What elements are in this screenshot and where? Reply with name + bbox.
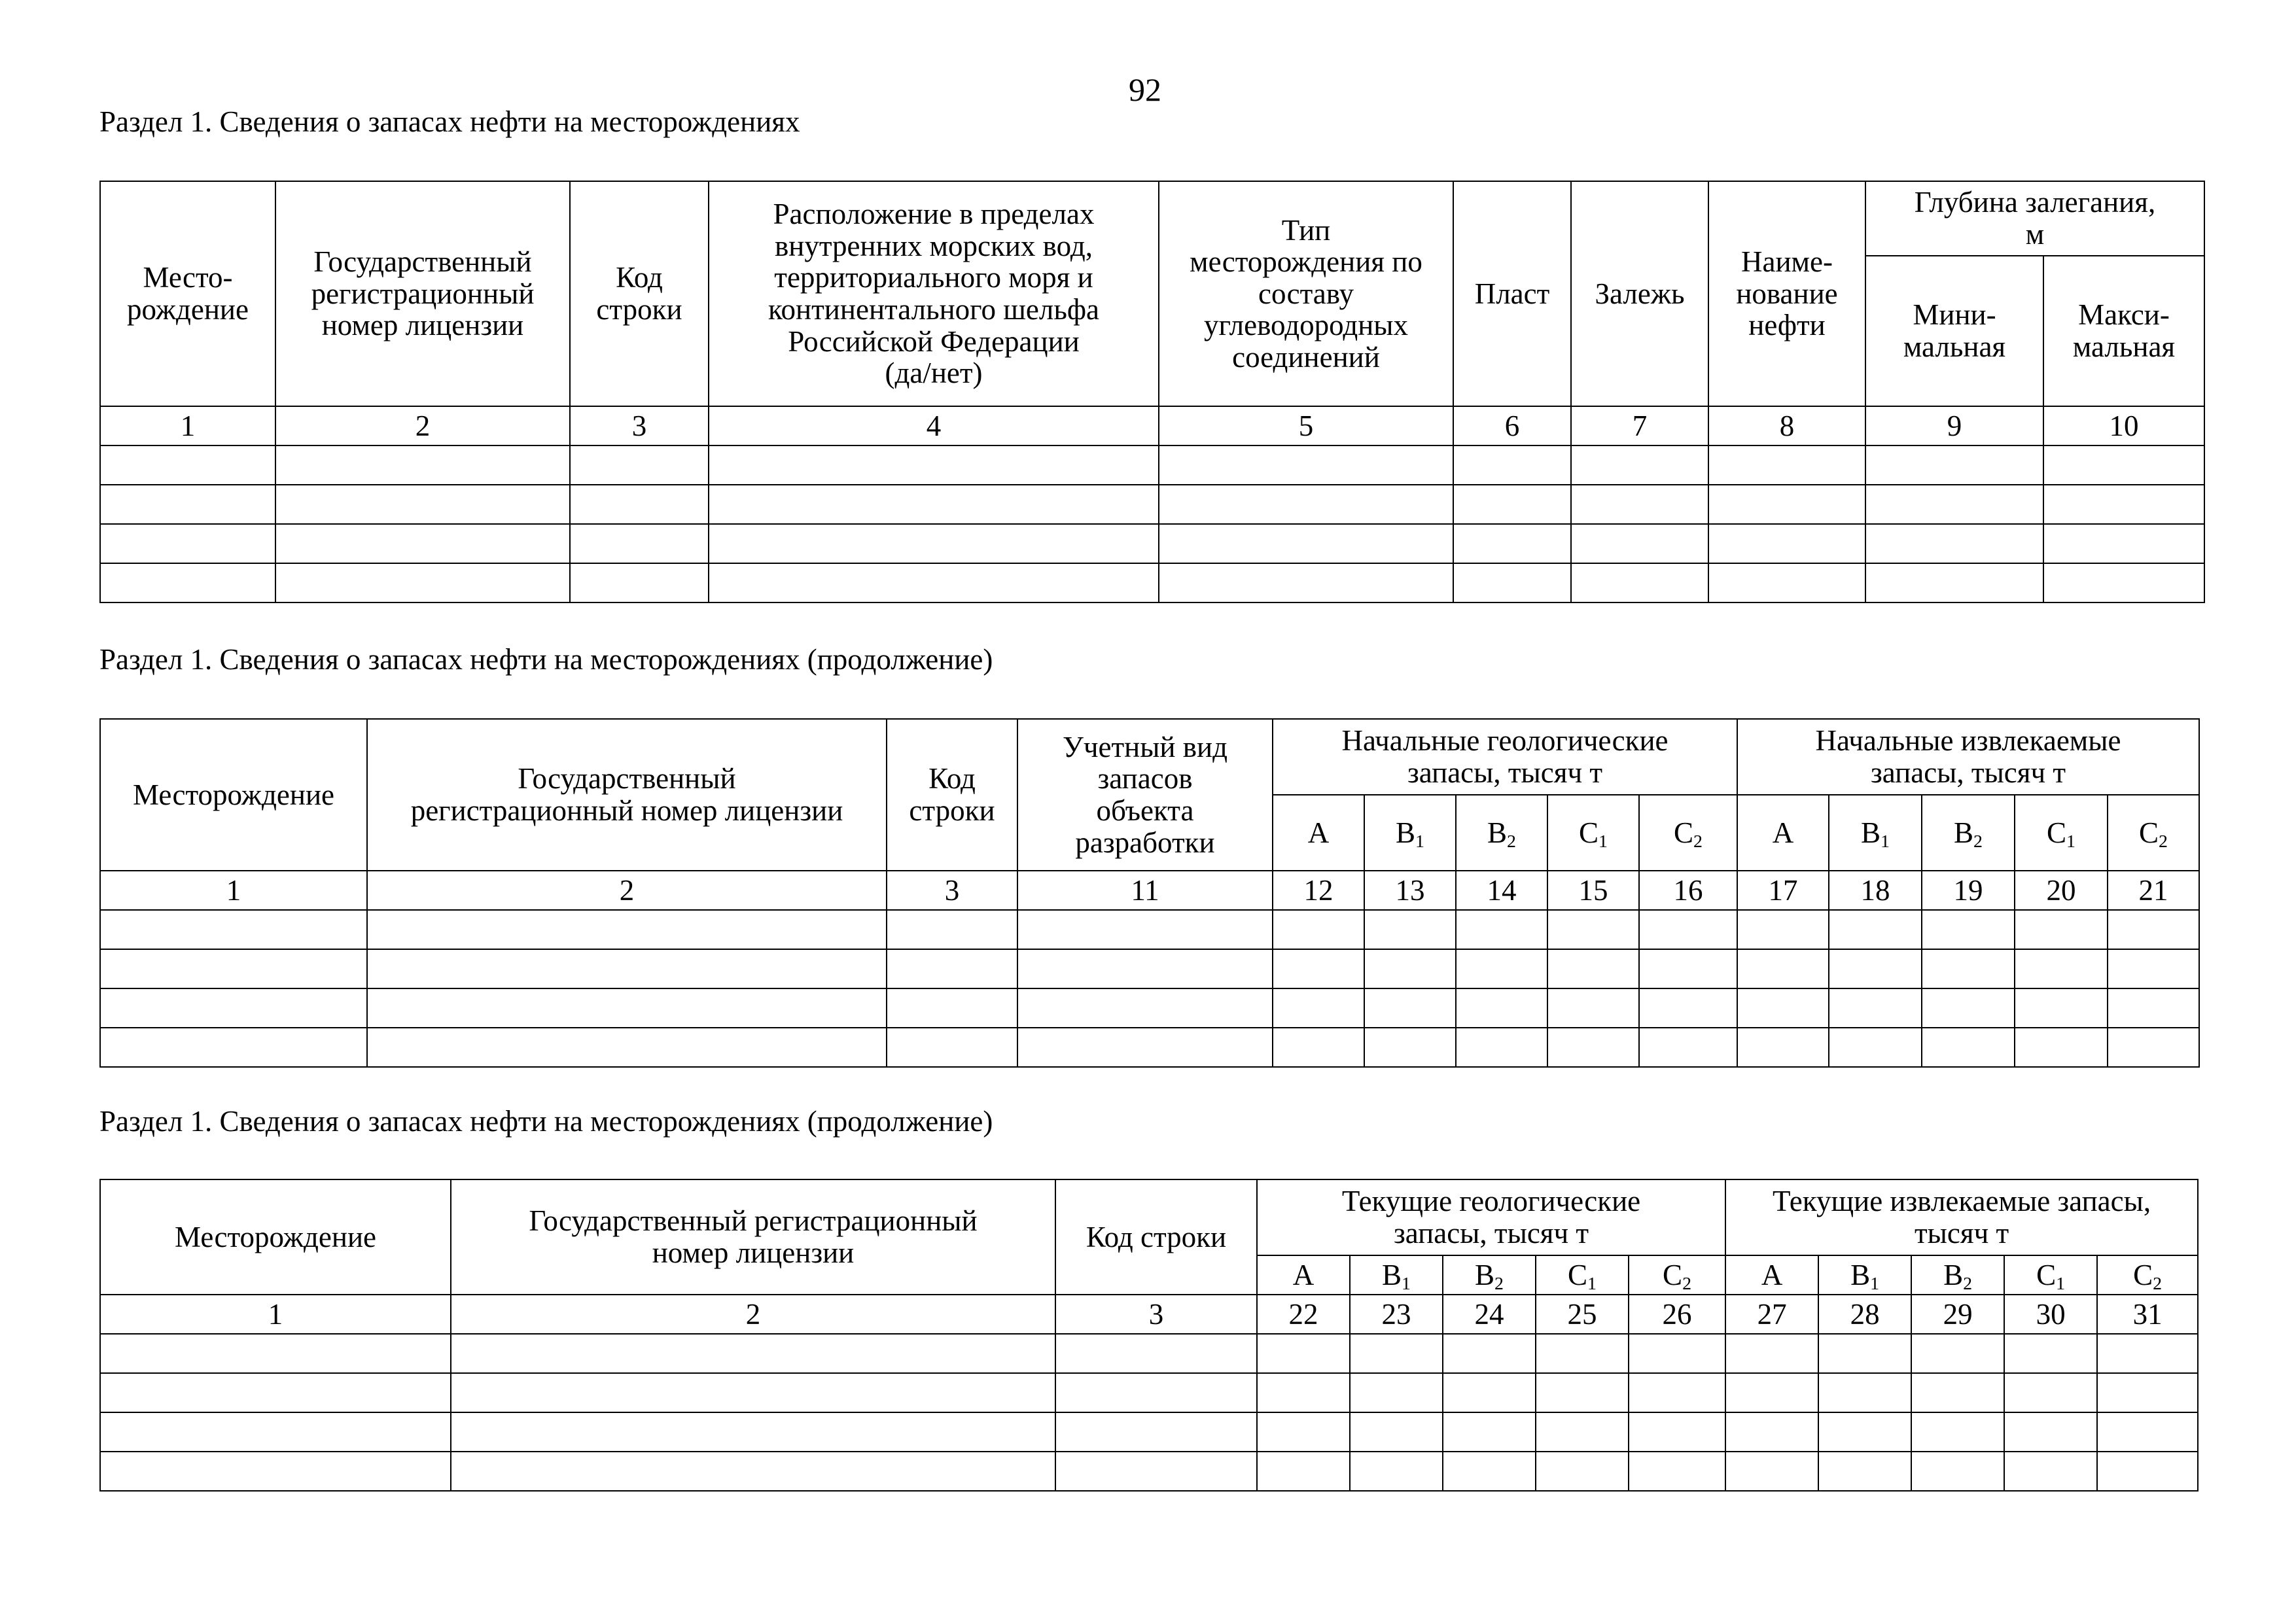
column-number: 4: [709, 406, 1159, 445]
column-number: 2: [451, 1295, 1055, 1334]
column-number: 31: [2097, 1295, 2198, 1334]
column-number: 1: [100, 871, 367, 910]
category-b1: [1818, 1255, 1911, 1295]
header-current-geological-reserves: Текущие геологические запасы, тысяч т: [1257, 1179, 1725, 1255]
empty-cell[interactable]: [1350, 1452, 1443, 1491]
category-index: 2: [2159, 831, 2168, 852]
header-depth-max: Макси- мальная: [2043, 256, 2204, 406]
column-number: 3: [887, 871, 1017, 910]
empty-cell[interactable]: [1708, 485, 1865, 524]
category-b1: [1829, 795, 1922, 871]
empty-cell[interactable]: [1708, 563, 1865, 602]
empty-cell[interactable]: [1708, 445, 1865, 485]
header-initial-geological-reserves: Начальные геологические запасы, тысяч т: [1273, 719, 1737, 795]
empty-cell[interactable]: [1725, 1412, 1818, 1452]
empty-cell[interactable]: [1055, 1373, 1257, 1412]
empty-cell[interactable]: [1829, 988, 1922, 1028]
column-number: 13: [1364, 871, 1456, 910]
empty-cell[interactable]: [1364, 949, 1456, 988]
header-license: Государственный регистрационный номер лицензии: [367, 719, 887, 871]
empty-cell[interactable]: [1865, 485, 2043, 524]
empty-cell[interactable]: [1364, 910, 1456, 949]
empty-cell[interactable]: [887, 1028, 1017, 1067]
section-3-title: Раздел 1. Сведения о запасах нефти на месторождениях (продолжение): [99, 1105, 993, 1138]
section-1-title: Раздел 1. Сведения о запасах нефти на месторождениях: [99, 105, 800, 138]
category-letter: B: [1861, 816, 1881, 849]
empty-cell[interactable]: [2015, 988, 2108, 1028]
empty-cell[interactable]: [2015, 910, 2108, 949]
empty-cell[interactable]: [275, 445, 570, 485]
category-b2: [1456, 795, 1547, 871]
column-number: 11: [1017, 871, 1273, 910]
empty-cell[interactable]: [1629, 1373, 1725, 1412]
empty-cell[interactable]: [2015, 949, 2108, 988]
empty-cell[interactable]: [887, 910, 1017, 949]
empty-cell[interactable]: [100, 445, 275, 485]
empty-cell[interactable]: [2043, 524, 2204, 563]
empty-cell[interactable]: [1443, 1452, 1536, 1491]
empty-cell[interactable]: [1725, 1334, 1818, 1373]
category-c1: [1536, 1255, 1629, 1295]
empty-cell[interactable]: [1159, 485, 1453, 524]
category-c1: [2004, 1255, 2097, 1295]
column-number: 9: [1865, 406, 2043, 445]
column-number: 24: [1443, 1295, 1536, 1334]
empty-cell[interactable]: [2043, 563, 2204, 602]
header-layer: Пласт: [1453, 181, 1571, 406]
category-letter: C: [2036, 1258, 2057, 1291]
category-c2: [2097, 1255, 2198, 1295]
empty-cell[interactable]: [2108, 910, 2199, 949]
header-row-code: Код строки: [570, 181, 709, 406]
column-number: 20: [2015, 871, 2108, 910]
category-index: 1: [1598, 831, 1608, 852]
header-account-type: Учетный вид запасов объекта разработки: [1017, 719, 1273, 871]
empty-cell[interactable]: [1159, 445, 1453, 485]
category-letter: B: [1382, 1258, 1402, 1291]
category-b2: [1443, 1255, 1536, 1295]
empty-cell[interactable]: [1737, 988, 1829, 1028]
column-number-row: [100, 1295, 2198, 1334]
column-number: 30: [2004, 1295, 2097, 1334]
empty-cell[interactable]: [1273, 949, 1364, 988]
empty-cell[interactable]: [887, 949, 1017, 988]
category-b2: [1911, 1255, 2004, 1295]
column-number: 3: [1055, 1295, 1257, 1334]
column-number: 2: [367, 871, 887, 910]
empty-cell[interactable]: [1257, 1452, 1350, 1491]
section-2-title: Раздел 1. Сведения о запасах нефти на месторождениях (продолжение): [99, 643, 993, 676]
header-oil-name: Наиме- нование нефти: [1708, 181, 1865, 406]
empty-cell[interactable]: [2004, 1452, 2097, 1491]
empty-cell[interactable]: [1536, 1412, 1629, 1452]
empty-row: [100, 524, 2204, 563]
empty-row: [100, 988, 2199, 1028]
empty-cell[interactable]: [100, 1373, 451, 1412]
category-letter: C: [2133, 1258, 2153, 1291]
category-letter: B: [1475, 1258, 1495, 1291]
category-index: 1: [2066, 831, 2075, 852]
column-number: 3: [570, 406, 709, 445]
empty-cell[interactable]: [2004, 1412, 2097, 1452]
category-index: 2: [1494, 1273, 1504, 1294]
empty-cell[interactable]: [570, 524, 709, 563]
empty-cell[interactable]: [1911, 1412, 2004, 1452]
empty-cell[interactable]: [451, 1452, 1055, 1491]
empty-cell[interactable]: [887, 988, 1017, 1028]
empty-cell[interactable]: [100, 910, 367, 949]
empty-cell[interactable]: [1911, 1334, 2004, 1373]
header-depth-min: Мини- мальная: [1865, 256, 2043, 406]
category-letter: B: [1396, 816, 1416, 849]
empty-cell[interactable]: [100, 1334, 451, 1373]
empty-cell[interactable]: [1629, 1452, 1725, 1491]
category-letter: C: [1579, 816, 1599, 849]
empty-cell[interactable]: [570, 563, 709, 602]
empty-cell[interactable]: [1443, 1412, 1536, 1452]
empty-cell[interactable]: [1453, 563, 1571, 602]
empty-row: [100, 445, 2204, 485]
empty-cell[interactable]: [709, 563, 1159, 602]
empty-cell[interactable]: [367, 949, 887, 988]
empty-cell[interactable]: [1737, 1028, 1829, 1067]
empty-cell[interactable]: [1055, 1412, 1257, 1452]
empty-cell[interactable]: [1818, 1452, 1911, 1491]
empty-cell[interactable]: [1865, 563, 2043, 602]
empty-row: [100, 1373, 2198, 1412]
empty-cell[interactable]: [570, 445, 709, 485]
empty-cell[interactable]: [1725, 1373, 1818, 1412]
empty-row: [100, 1412, 2198, 1452]
category-a: [1737, 795, 1829, 871]
category-index: 2: [1507, 831, 1516, 852]
category-index: 2: [1963, 1273, 1973, 1294]
empty-cell[interactable]: [2108, 949, 2199, 988]
empty-cell[interactable]: [2004, 1334, 2097, 1373]
empty-cell[interactable]: [1629, 1334, 1725, 1373]
section-2-table: [99, 718, 2200, 1068]
column-number: 21: [2108, 871, 2199, 910]
header-depth: Глубина залегания, м: [1865, 181, 2204, 256]
empty-cell[interactable]: [2043, 445, 2204, 485]
column-number: 19: [1922, 871, 2015, 910]
empty-cell[interactable]: [451, 1412, 1055, 1452]
empty-cell[interactable]: [1547, 988, 1639, 1028]
column-number: 2: [275, 406, 570, 445]
empty-cell[interactable]: [1443, 1373, 1536, 1412]
category-letter: A: [1761, 1258, 1783, 1291]
empty-cell[interactable]: [1017, 949, 1273, 988]
empty-cell[interactable]: [1865, 524, 2043, 563]
empty-cell[interactable]: [709, 445, 1159, 485]
category-b2: [1922, 795, 2015, 871]
empty-cell[interactable]: [2108, 988, 2199, 1028]
category-letter: C: [1663, 1258, 1683, 1291]
section-3-table: [99, 1179, 2199, 1492]
category-c2: [1639, 795, 1737, 871]
header-current-recoverable-reserves: Текущие извлекаемые запасы, тысяч т: [1725, 1179, 2198, 1255]
header-field: Место- рождение: [100, 181, 275, 406]
category-index: 1: [1402, 1273, 1411, 1294]
column-number: 17: [1737, 871, 1829, 910]
empty-cell[interactable]: [1257, 1334, 1350, 1373]
empty-cell[interactable]: [1536, 1373, 1629, 1412]
column-number: 8: [1708, 406, 1865, 445]
category-c2: [1629, 1255, 1725, 1295]
category-letter: B: [1954, 816, 1974, 849]
header-row-code: Код строки: [1055, 1179, 1257, 1295]
empty-cell[interactable]: [570, 485, 709, 524]
category-index: 2: [1693, 831, 1703, 852]
empty-cell[interactable]: [2097, 1412, 2198, 1452]
empty-cell[interactable]: [1017, 988, 1273, 1028]
empty-cell[interactable]: [2097, 1373, 2198, 1412]
empty-row: [100, 485, 2204, 524]
empty-cell[interactable]: [1456, 910, 1547, 949]
empty-cell[interactable]: [2015, 1028, 2108, 1067]
empty-cell[interactable]: [1571, 563, 1708, 602]
empty-cell[interactable]: [2097, 1334, 2198, 1373]
empty-cell[interactable]: [1350, 1334, 1443, 1373]
empty-cell[interactable]: [367, 1028, 887, 1067]
empty-cell[interactable]: [1639, 910, 1737, 949]
column-number: 18: [1829, 871, 1922, 910]
empty-cell[interactable]: [100, 988, 367, 1028]
empty-cell[interactable]: [1536, 1452, 1629, 1491]
empty-cell[interactable]: [1536, 1334, 1629, 1373]
header-initial-recoverable-reserves: Начальные извлекаемые запасы, тысяч т: [1737, 719, 2199, 795]
empty-cell[interactable]: [1922, 988, 2015, 1028]
column-number: 5: [1159, 406, 1453, 445]
empty-cell[interactable]: [1257, 1373, 1350, 1412]
empty-cell[interactable]: [1922, 1028, 2015, 1067]
empty-cell[interactable]: [1547, 910, 1639, 949]
empty-cell[interactable]: [1922, 910, 2015, 949]
empty-row: [100, 1334, 2198, 1373]
empty-cell[interactable]: [1922, 949, 2015, 988]
category-index: 1: [1881, 831, 1890, 852]
column-number: 12: [1273, 871, 1364, 910]
empty-cell[interactable]: [1737, 949, 1829, 988]
column-number: 15: [1547, 871, 1639, 910]
category-index: 2: [1682, 1273, 1692, 1294]
column-number: 27: [1725, 1295, 1818, 1334]
column-number: 16: [1639, 871, 1737, 910]
category-letter: A: [1292, 1258, 1315, 1291]
empty-cell[interactable]: [1159, 524, 1453, 563]
empty-cell[interactable]: [275, 485, 570, 524]
column-number: 1: [100, 1295, 451, 1334]
empty-cell[interactable]: [1456, 1028, 1547, 1067]
category-b1: [1350, 1255, 1443, 1295]
category-b1: [1364, 795, 1456, 871]
category-index: 2: [1973, 831, 1983, 852]
empty-cell[interactable]: [1159, 563, 1453, 602]
empty-cell[interactable]: [1456, 949, 1547, 988]
category-c2: [2108, 795, 2199, 871]
empty-cell[interactable]: [1055, 1334, 1257, 1373]
column-number: 6: [1453, 406, 1571, 445]
category-index: 2: [2153, 1273, 2163, 1294]
column-number-row: [100, 406, 2204, 445]
empty-cell[interactable]: [1737, 910, 1829, 949]
empty-cell[interactable]: [100, 1412, 451, 1452]
empty-cell[interactable]: [709, 485, 1159, 524]
empty-cell[interactable]: [2043, 485, 2204, 524]
empty-cell[interactable]: [1273, 1028, 1364, 1067]
empty-row: [100, 949, 2199, 988]
header-deposit: Залежь: [1571, 181, 1708, 406]
empty-cell[interactable]: [1708, 524, 1865, 563]
header-license: Государственный регистрационный номер лицензии: [451, 1179, 1055, 1295]
empty-cell[interactable]: [1829, 1028, 1922, 1067]
category-index: 1: [1415, 831, 1424, 852]
column-number: 23: [1350, 1295, 1443, 1334]
empty-cell[interactable]: [1629, 1412, 1725, 1452]
empty-cell[interactable]: [1273, 910, 1364, 949]
empty-cell[interactable]: [1350, 1412, 1443, 1452]
category-letter: B: [1943, 1258, 1964, 1291]
empty-cell[interactable]: [451, 1373, 1055, 1412]
column-number: 26: [1629, 1295, 1725, 1334]
header-license: Государственный регистрационный номер лицензии: [275, 181, 570, 406]
column-number: 1: [100, 406, 275, 445]
column-number-row: [100, 871, 2199, 910]
category-index: 1: [1587, 1273, 1597, 1294]
category-letter: B: [1487, 816, 1508, 849]
empty-cell[interactable]: [275, 563, 570, 602]
empty-cell[interactable]: [1017, 1028, 1273, 1067]
column-number: 10: [2043, 406, 2204, 445]
empty-cell[interactable]: [1829, 910, 1922, 949]
empty-cell[interactable]: [2004, 1373, 2097, 1412]
empty-cell[interactable]: [1639, 988, 1737, 1028]
empty-cell[interactable]: [1818, 1334, 1911, 1373]
header-location: Расположение в пределах внутренних морских вод, территориального моря и континентального шельфа Российской Федерации (да/нет): [709, 181, 1159, 406]
empty-cell[interactable]: [1453, 445, 1571, 485]
empty-cell[interactable]: [100, 1452, 451, 1491]
empty-cell[interactable]: [1257, 1412, 1350, 1452]
empty-cell[interactable]: [1364, 988, 1456, 1028]
category-letter: A: [1307, 816, 1330, 849]
empty-cell[interactable]: [1055, 1452, 1257, 1491]
category-c1: [1547, 795, 1639, 871]
empty-cell[interactable]: [1547, 1028, 1639, 1067]
empty-cell[interactable]: [100, 949, 367, 988]
empty-cell[interactable]: [1571, 445, 1708, 485]
page-number: 92: [1129, 71, 1161, 108]
empty-cell[interactable]: [1639, 949, 1737, 988]
empty-cell[interactable]: [1453, 485, 1571, 524]
header-field: Месторождение: [100, 1179, 451, 1295]
column-number: 25: [1536, 1295, 1629, 1334]
empty-row: [100, 910, 2199, 949]
empty-cell[interactable]: [1865, 445, 2043, 485]
empty-cell[interactable]: [1911, 1452, 2004, 1491]
empty-cell[interactable]: [100, 563, 275, 602]
column-number: 22: [1257, 1295, 1350, 1334]
header-row-code: Код строки: [887, 719, 1017, 871]
empty-row: [100, 1028, 2199, 1067]
header-field-type: Тип месторождения по составу углеводородных соединений: [1159, 181, 1453, 406]
column-number: 7: [1571, 406, 1708, 445]
empty-cell[interactable]: [1829, 949, 1922, 988]
category-c1: [2015, 795, 2108, 871]
empty-cell[interactable]: [100, 1028, 367, 1067]
category-letter: C: [1568, 1258, 1588, 1291]
empty-cell[interactable]: [1443, 1334, 1536, 1373]
empty-cell[interactable]: [1725, 1452, 1818, 1491]
category-a: [1273, 795, 1364, 871]
empty-cell[interactable]: [1818, 1373, 1911, 1412]
empty-cell[interactable]: [1364, 1028, 1456, 1067]
category-a: [1725, 1255, 1818, 1295]
empty-cell[interactable]: [100, 485, 275, 524]
empty-cell[interactable]: [1639, 1028, 1737, 1067]
empty-row: [100, 563, 2204, 602]
empty-cell[interactable]: [367, 910, 887, 949]
empty-cell[interactable]: [2097, 1452, 2198, 1491]
empty-row: [100, 1452, 2198, 1491]
empty-cell[interactable]: [709, 524, 1159, 563]
empty-cell[interactable]: [367, 988, 887, 1028]
category-letter: A: [1772, 816, 1794, 849]
section-1-table: [99, 181, 2205, 603]
column-number: 28: [1818, 1295, 1911, 1334]
empty-cell[interactable]: [1818, 1412, 1911, 1452]
category-letter: C: [2139, 816, 2159, 849]
empty-cell[interactable]: [100, 524, 275, 563]
empty-cell[interactable]: [1017, 910, 1273, 949]
empty-cell[interactable]: [275, 524, 570, 563]
empty-cell[interactable]: [1571, 524, 1708, 563]
empty-cell[interactable]: [1453, 524, 1571, 563]
category-letter: C: [1674, 816, 1694, 849]
category-a: [1257, 1255, 1350, 1295]
empty-cell[interactable]: [1571, 485, 1708, 524]
category-letter: C: [2047, 816, 2067, 849]
column-number: 14: [1456, 871, 1547, 910]
empty-cell[interactable]: [451, 1334, 1055, 1373]
empty-cell[interactable]: [1273, 988, 1364, 1028]
empty-cell[interactable]: [1350, 1373, 1443, 1412]
category-letter: B: [1850, 1258, 1871, 1291]
column-number: 29: [1911, 1295, 2004, 1334]
empty-cell[interactable]: [2108, 1028, 2199, 1067]
category-index: 1: [2056, 1273, 2066, 1294]
empty-cell[interactable]: [1911, 1373, 2004, 1412]
empty-cell[interactable]: [1547, 949, 1639, 988]
header-field: Месторождение: [100, 719, 367, 871]
category-index: 1: [1870, 1273, 1880, 1294]
empty-cell[interactable]: [1456, 988, 1547, 1028]
